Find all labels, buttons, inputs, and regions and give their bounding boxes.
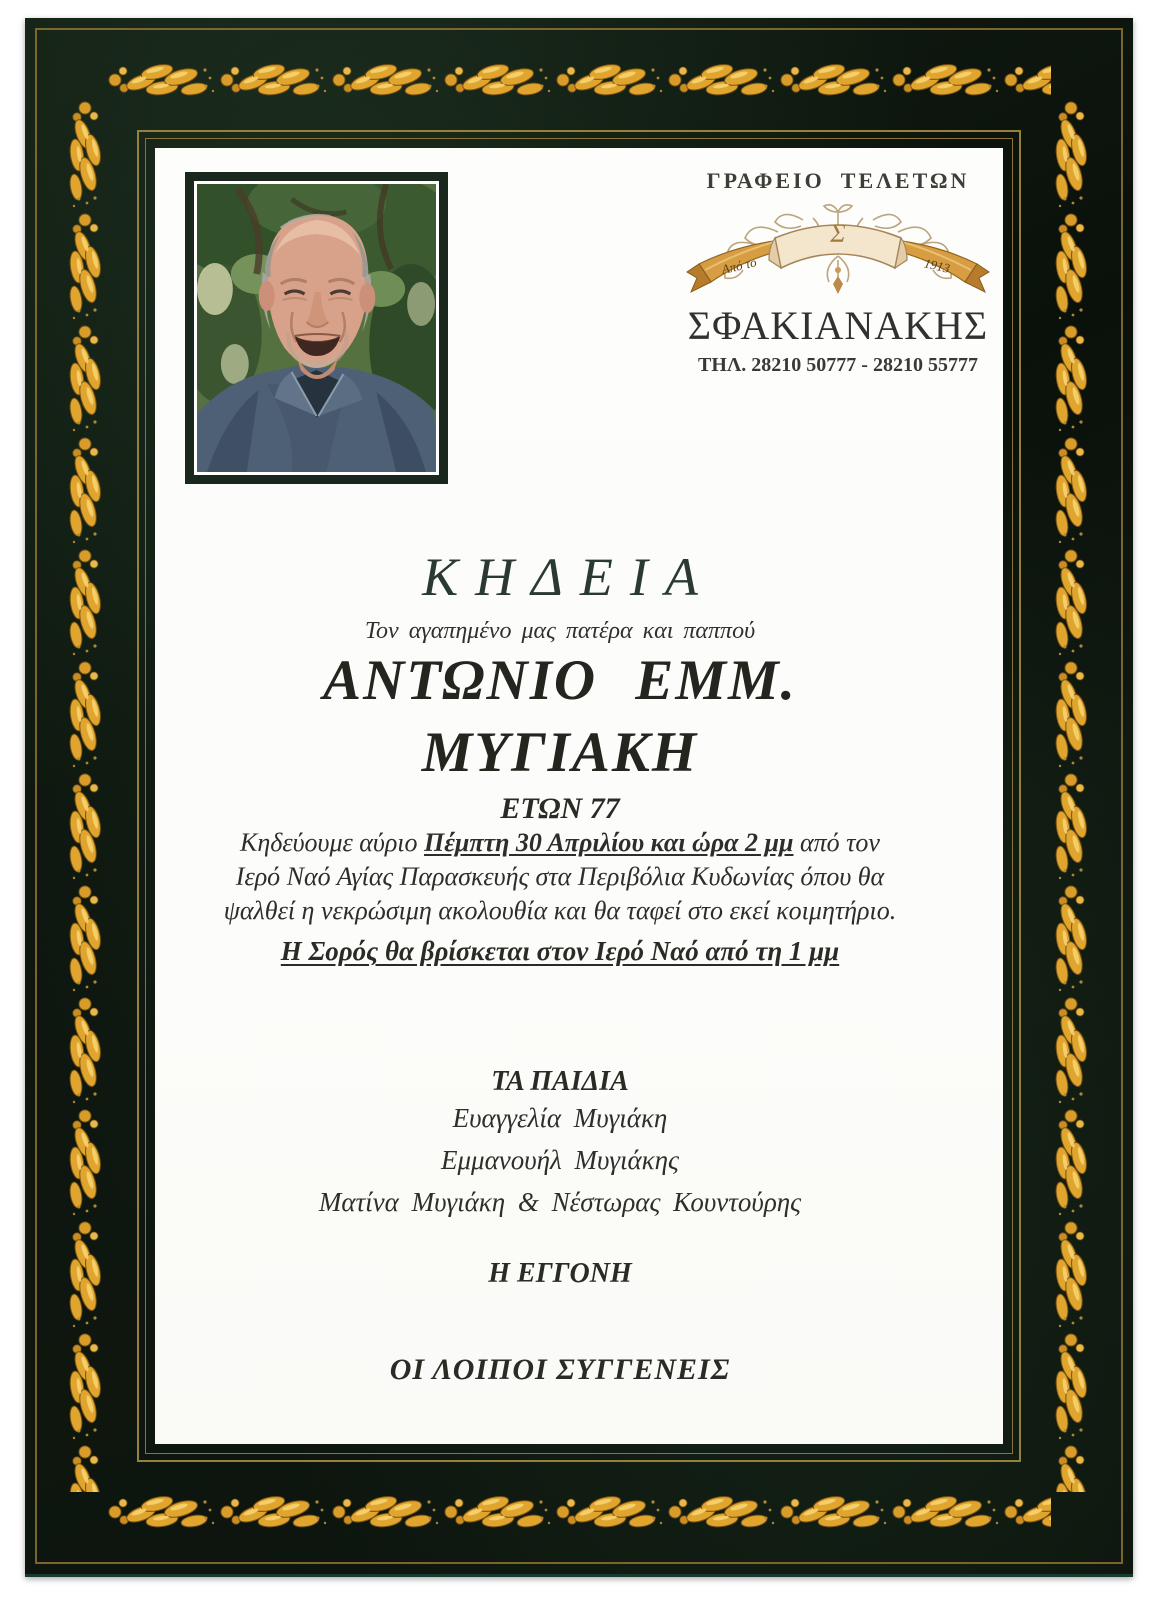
relatives-label: ΟΙ ΛΟΙΠΟΙ ΣΥΓΓΕΝΕΙΣ bbox=[389, 1353, 731, 1386]
funeral-home-block bbox=[653, 168, 1023, 377]
funeral-home-phone: ΤΗΛ. 28210 50777 - 28210 55777 bbox=[698, 354, 978, 376]
funeral-home-office-line: ΓΡΑΦΕΙΟ ΤΕΛΕΤΩΝ bbox=[706, 168, 970, 193]
crest-ribbon-right-text: 1913 bbox=[922, 255, 952, 276]
ornate-black-gold-frame bbox=[25, 18, 1133, 1577]
deceased-name-line1: ΑΝΤΩΝΙΟ ΕΜΜ. bbox=[323, 649, 797, 712]
granddaughter-label: Η ΕΓΓΟΝΗ bbox=[488, 1258, 632, 1289]
child-name: Ευαγγελία Μυγιάκη bbox=[452, 1103, 668, 1133]
deceased-age: ΕΤΩΝ 77 bbox=[500, 792, 620, 825]
garland-border-bottom bbox=[107, 1490, 1051, 1536]
viewing-note: Η Σορός θα βρίσκεται στον Ιερό Ναό από τη 1 μμ bbox=[280, 936, 840, 966]
crest-illustration bbox=[683, 198, 993, 300]
deceased-name-line2: ΜΥΓΙΑΚΗ bbox=[421, 721, 699, 784]
funeral-date-time: Πέμπτη 30 Απριλίου και ώρα 2 μμ bbox=[424, 828, 794, 857]
garland-border-right bbox=[1049, 100, 1095, 1492]
garland-border-top bbox=[107, 58, 1051, 104]
notice-card bbox=[155, 148, 1003, 1444]
funeral-details-prefix: Κηδεύουμε αύριο bbox=[240, 828, 425, 857]
child-name: Εμμανουήλ Μυγιάκης bbox=[441, 1145, 679, 1175]
announcement-subtitle: Τον αγαπημένο μας πατέρα και παππού bbox=[364, 618, 756, 644]
crest-ribbon-left-text: Από το bbox=[720, 254, 758, 277]
child-name: Ματίνα Μυγιάκη & Νέστωρας Κουντούρης bbox=[318, 1187, 802, 1217]
deceased-portrait-illustration bbox=[197, 184, 436, 472]
crest-sigma: Σ bbox=[830, 219, 846, 248]
funeral-home-name: ΣΦΑΚΙΑΝΑΚΗΣ bbox=[687, 303, 989, 348]
funeral-details bbox=[155, 826, 965, 927]
announcement-title: ΚΗΔΕΙΑ bbox=[422, 547, 715, 607]
garland-border-left bbox=[63, 100, 109, 1492]
deceased-photo bbox=[185, 172, 448, 484]
children-label: ΤΑ ΠΑΙΔΙΑ bbox=[491, 1066, 629, 1097]
funeral-details-suffix: από τον Ιερό Ναό Αγίας Παρασκευής στα Περιβόλια Κυδωνίας όπου θα ψαλθεί η νεκρώσιμη ακολουθία και θα ταφεί στο εκεί κοιμητήριο. bbox=[223, 828, 897, 925]
funeral-home-crest bbox=[683, 198, 993, 300]
